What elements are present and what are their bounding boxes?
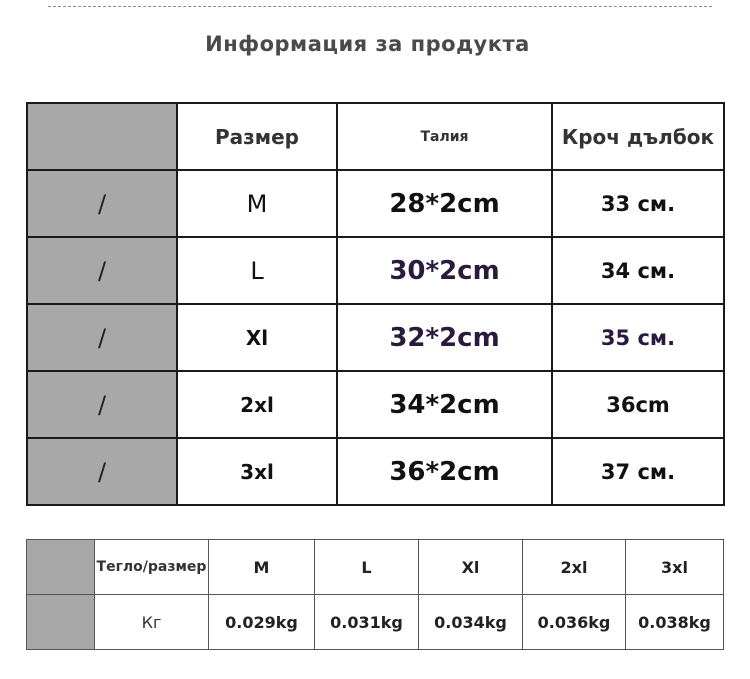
weight-value: 0.031kg bbox=[315, 595, 419, 650]
row-mark: / bbox=[27, 237, 177, 304]
weight-blank-cell bbox=[27, 540, 95, 595]
row-mark: / bbox=[27, 170, 177, 237]
table-row bbox=[27, 304, 724, 371]
weight-size-label: Тегло/размер bbox=[95, 540, 209, 595]
weight-table bbox=[26, 539, 724, 650]
header-waist: Талия bbox=[337, 103, 552, 170]
waist-cell: 36*2cm bbox=[337, 438, 552, 505]
weight-size-header: Xl bbox=[419, 540, 523, 595]
waist-cell: 32*2cm bbox=[337, 304, 552, 371]
row-mark: / bbox=[27, 304, 177, 371]
weight-value: 0.038kg bbox=[626, 595, 724, 650]
crotch-cell: 34 см. bbox=[552, 237, 724, 304]
header-size: Размер bbox=[177, 103, 337, 170]
weight-size-header: 3xl bbox=[626, 540, 724, 595]
table-header-row bbox=[27, 103, 724, 170]
crotch-cell: 35 см. bbox=[552, 304, 724, 371]
waist-cell: 34*2cm bbox=[337, 371, 552, 438]
dashed-divider bbox=[48, 6, 712, 7]
table-row bbox=[27, 438, 724, 505]
weight-value: 0.029kg bbox=[209, 595, 315, 650]
weight-size-header: M bbox=[209, 540, 315, 595]
crotch-cell: 33 см. bbox=[552, 170, 724, 237]
weight-header-row bbox=[27, 540, 724, 595]
size-cell: Xl bbox=[177, 304, 337, 371]
page-title: Информация за продукта bbox=[205, 32, 530, 56]
row-mark: / bbox=[27, 438, 177, 505]
table-row bbox=[27, 237, 724, 304]
header-crotch-depth: Кроч дълбок bbox=[552, 103, 724, 170]
row-mark: / bbox=[27, 371, 177, 438]
size-chart-table bbox=[26, 102, 725, 506]
weight-unit-label: Кг bbox=[95, 595, 209, 650]
table-row bbox=[27, 371, 724, 438]
crotch-cell: 36cm bbox=[552, 371, 724, 438]
table-row bbox=[27, 170, 724, 237]
header-blank-cell bbox=[27, 103, 177, 170]
waist-cell: 30*2cm bbox=[337, 237, 552, 304]
size-cell: 2xl bbox=[177, 371, 337, 438]
weight-blank-cell bbox=[27, 595, 95, 650]
weight-value: 0.036kg bbox=[523, 595, 626, 650]
size-cell: 3xl bbox=[177, 438, 337, 505]
weight-size-header: L bbox=[315, 540, 419, 595]
size-cell: L bbox=[177, 237, 337, 304]
weight-value: 0.034kg bbox=[419, 595, 523, 650]
weight-size-header: 2xl bbox=[523, 540, 626, 595]
crotch-cell: 37 см. bbox=[552, 438, 724, 505]
waist-cell: 28*2cm bbox=[337, 170, 552, 237]
weight-value-row bbox=[27, 595, 724, 650]
size-cell: M bbox=[177, 170, 337, 237]
